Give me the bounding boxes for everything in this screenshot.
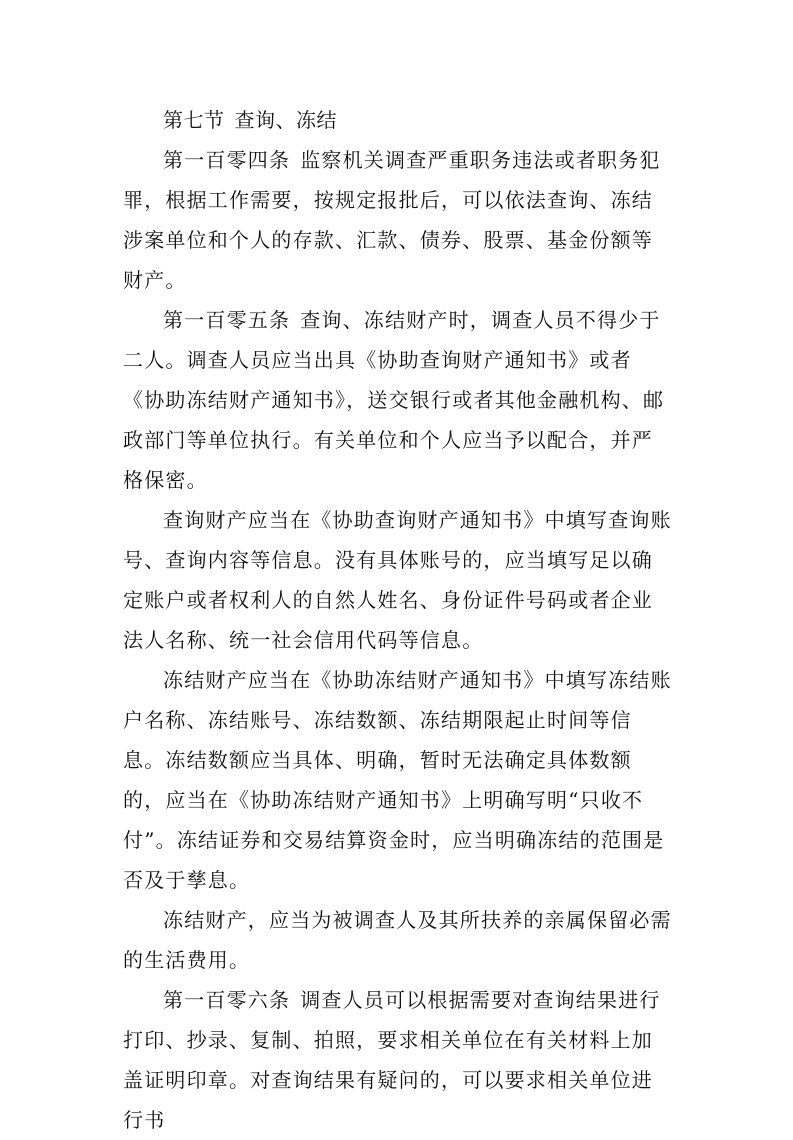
paragraph-text: 监察机关调查严重职务违法或者职务犯罪，根据工作需要，按规定报批后，可以依法查询、冻结涉案单位和个人的存款、汇款、债券、股票、基金份额等财产。 bbox=[123, 148, 661, 292]
paragraph-article-105 bbox=[123, 300, 673, 500]
document-page bbox=[123, 100, 673, 1140]
paragraph-text: 调查人员可以根据需要对查询结果进行打印、抄录、复制、拍照，要求相关单位在有关材料上加盖证明印章。对查询结果有疑问的，可以要求相关单位进行书 bbox=[123, 988, 661, 1132]
paragraph-text: 查询财产应当在《协助查询财产通知书》中填写查询账号、查询内容等信息。没有具体账号的，应当填写足以确定账户或者权利人的自然人姓名、身份证件号码或者企业法人名称、统一社会信用代码等信息。 bbox=[123, 508, 672, 652]
paragraph-freeze-details bbox=[123, 660, 673, 900]
paragraph-living-expenses bbox=[123, 900, 673, 980]
article-number: 第一百零六条 bbox=[163, 988, 291, 1012]
article-number: 第一百零四条 bbox=[163, 148, 291, 172]
paragraph-query-details bbox=[123, 500, 673, 660]
section-heading bbox=[123, 100, 673, 140]
paragraph-article-106 bbox=[123, 980, 673, 1140]
article-number: 第一百零五条 bbox=[163, 308, 291, 332]
paragraph-article-104 bbox=[123, 140, 673, 300]
section-label: 第七节 bbox=[163, 108, 225, 132]
paragraph-text: 冻结财产，应当为被调查人及其所扶养的亲属保留必需的生活费用。 bbox=[123, 908, 672, 972]
section-title: 查询、冻结 bbox=[234, 108, 337, 132]
paragraph-text: 冻结财产应当在《协助冻结财产通知书》中填写冻结账户名称、冻结账号、冻结数额、冻结期限起止时间等信息。冻结数额应当具体、明确，暂时无法确定具体数额的，应当在《协助冻结财产通知书》上明确写明“只收不付”。冻结证券和交易结算资金时，应当明确冻结的范围是否及于孳息。 bbox=[123, 668, 672, 892]
paragraph-text: 查询、冻结财产时，调查人员不得少于二人。调查人员应当出具《协助查询财产通知书》或者《协助冻结财产通知书》，送交银行或者其他金融机构、邮政部门等单位执行。有关单位和个人应当予以配合，并严格保密。 bbox=[123, 308, 665, 492]
